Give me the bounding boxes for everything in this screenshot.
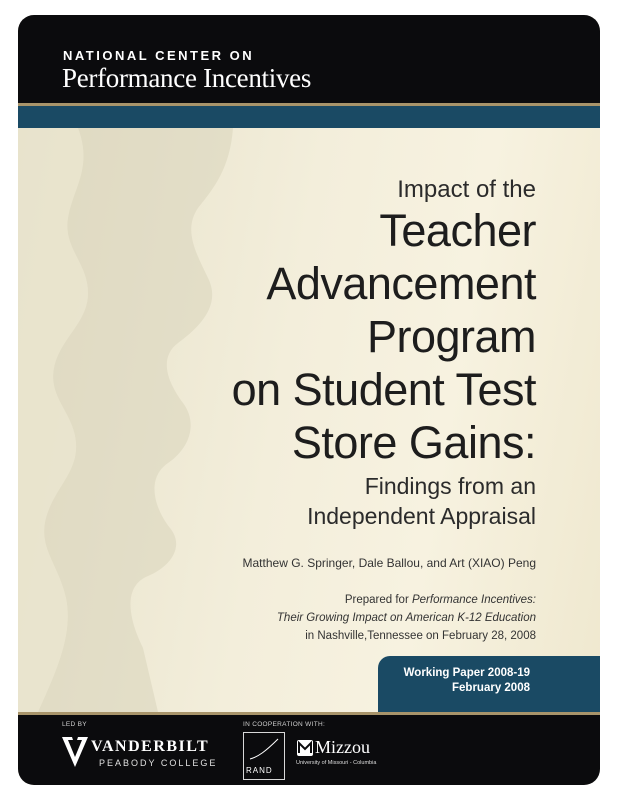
working-paper-date: February 2008	[452, 682, 530, 694]
cover-header	[18, 15, 600, 103]
mizzou-name: Mizzou	[315, 737, 370, 757]
title-line-3: Program	[366, 311, 536, 362]
conference-name: Performance Incentives:	[411, 594, 536, 606]
prepared-line-3: in Nashville,Tennessee on February 28, 2008	[305, 630, 536, 642]
prepared-line-2: Their Growing Impact on American K-12 Education	[276, 612, 536, 624]
title-line-5: Store Gains:	[291, 417, 536, 468]
header-kicker: NATIONAL CENTER ON	[63, 48, 255, 63]
footer-gold-rule	[18, 712, 600, 715]
rand-curve-icon	[244, 733, 284, 763]
led-by-label: LED BY	[62, 721, 87, 728]
authors: Matthew G. Springer, Dale Ballou, and Art (XIAO) Peng	[242, 556, 536, 570]
working-paper-number: Working Paper 2008-19	[403, 667, 530, 679]
mizzou-subtitle: University of Missouri - Columbia	[296, 760, 377, 766]
prepared-prefix: Prepared for	[344, 594, 412, 606]
mizzou-shield-icon	[296, 739, 314, 757]
header-title: Performance Incentives	[62, 63, 312, 93]
vanderbilt-v-logo-icon	[62, 737, 88, 767]
title-line-1: Teacher	[379, 205, 536, 256]
cooperation-label: IN COOPERATION WITH:	[243, 721, 326, 728]
subtitle-line-1: Findings from an	[364, 473, 536, 499]
pre-title: Impact of the	[397, 176, 536, 203]
vanderbilt-name: VANDERBILT	[91, 738, 210, 755]
prepared-line-1	[345, 594, 536, 606]
report-cover	[18, 15, 600, 785]
vanderbilt-subtitle: PEABODY COLLEGE	[99, 758, 218, 768]
subtitle-line-2: Independent Appraisal	[307, 503, 536, 529]
title-line-4: on Student Test	[231, 364, 536, 415]
cover-main	[18, 128, 600, 712]
title-line-2: Advancement	[266, 258, 536, 309]
header-teal-band	[18, 106, 600, 128]
rand-name: RAND	[246, 766, 273, 775]
